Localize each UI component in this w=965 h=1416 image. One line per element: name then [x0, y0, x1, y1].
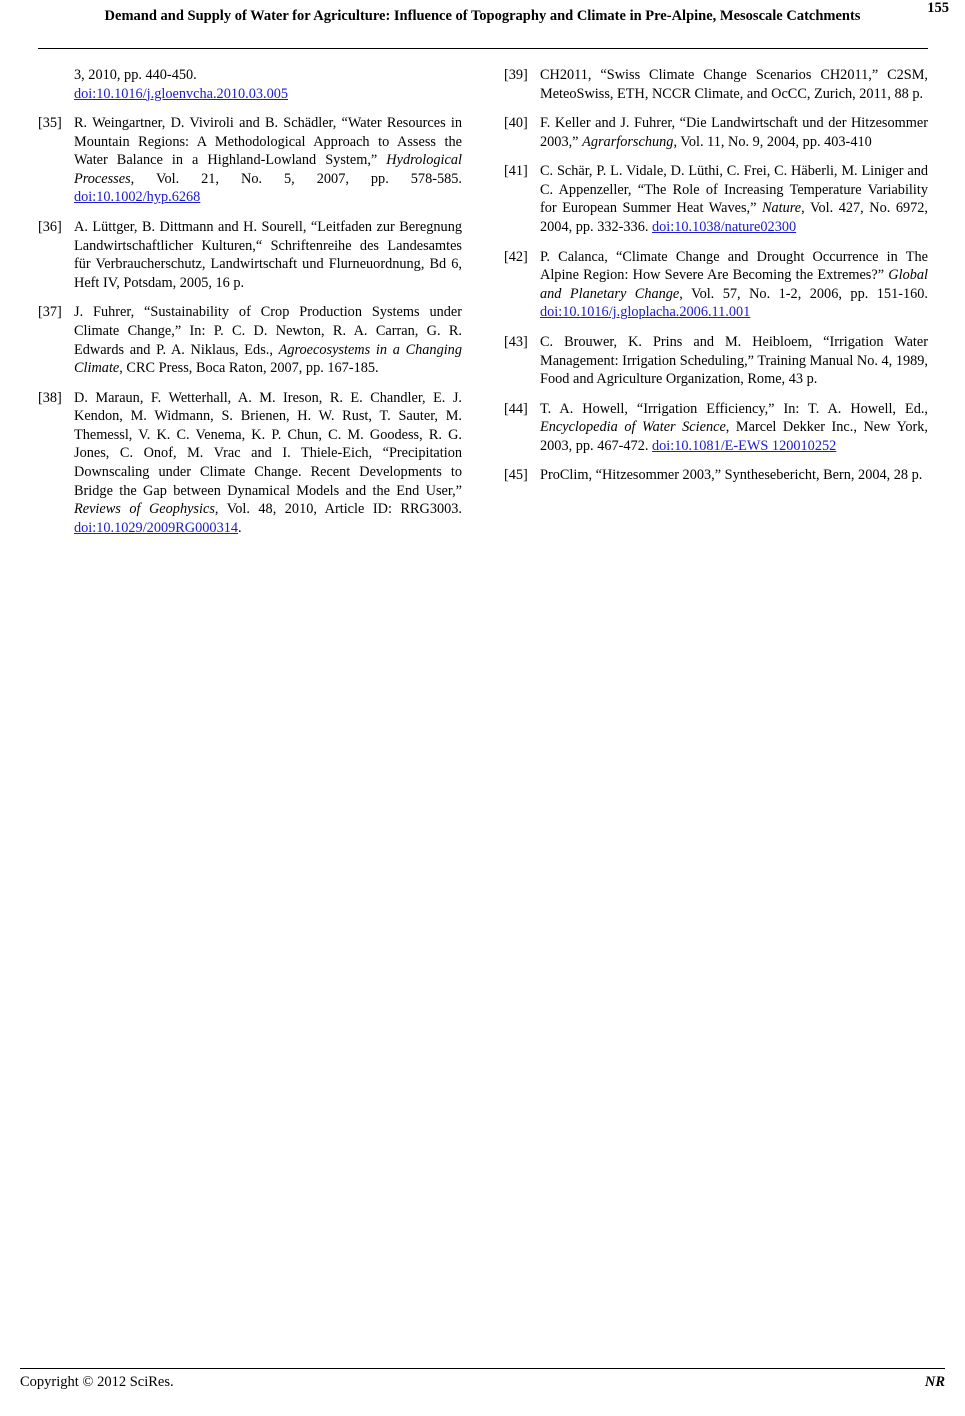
reference-plain-text: , Vol. 427, No. 6972, 2004, pp. 332-336.: [540, 200, 929, 236]
left-reference-list: [38, 114, 462, 537]
copyright-text: Copyright © 2012 SciRes.: [20, 1374, 174, 1390]
reference-entry: [38, 389, 462, 538]
reference-text: [74, 389, 462, 538]
reference-text: [540, 162, 928, 236]
right-reference-list: [504, 66, 928, 485]
reference-plain-text: , Vol. 57, No. 1-2, 2006, pp. 151-160.: [679, 285, 929, 302]
reference-italic-text: Agroecosystems in a Changing Climate: [74, 341, 462, 377]
continued-reference: [74, 66, 462, 103]
reference-number: [35]: [38, 115, 62, 132]
reference-plain-text: T. A. Howell, “Irrigation Efficiency,” In: T. A. Howell, Ed.,: [540, 400, 928, 417]
reference-italic-text: Hydrological Processes: [74, 152, 462, 187]
page-footer: [20, 1374, 945, 1391]
reference-plain-text: F. Keller and J. Fuhrer, “Die Landwirtschaft und der Hitzesommer 2003,”: [540, 115, 928, 150]
reference-entry: [504, 248, 928, 322]
running-head-title: Demand and Supply of Water for Agriculture: Influence of Topography and Climate in Pre-Alpine, Mesoscale Catchments: [104, 8, 861, 24]
reference-entry: [38, 114, 462, 207]
footer-rule: [20, 1368, 945, 1369]
reference-italic-text: Nature: [761, 200, 802, 217]
reference-italic-text: Reviews of Geophysics: [74, 501, 215, 518]
reference-entry: [504, 466, 928, 485]
reference-plain-text: , Vol. 21, No. 5, 2007, pp. 578-585.: [130, 170, 462, 187]
reference-text: [540, 400, 928, 456]
reference-number: [36]: [38, 219, 62, 236]
running-head: [0, 0, 965, 27]
reference-entry: [504, 66, 928, 103]
reference-plain-text: C. Brouwer, K. Prins and M. Heibloem, “Irrigation Water Management: Irrigation Scheduling,” Training Manual No. 4, 1989, Food and Agriculture Organization, Rome, 43 p.: [540, 333, 928, 388]
reference-plain-text: C. Schär, P. L. Vidale, D. Lüthi, C. Frei, C. Häberli, M. Liniger and C. Appenzeller, “The Role of Increasing Temperature Variability for European Summer Heat Waves,”: [540, 163, 928, 217]
reference-plain-text: , Vol. 11, No. 9, 2004, pp. 403-410: [673, 133, 872, 150]
reference-text: [540, 114, 928, 151]
reference-text: [74, 303, 462, 377]
journal-abbreviation: NR: [924, 1374, 945, 1390]
reference-entry: [504, 400, 928, 456]
reference-plain-text: , CRC Press, Boca Raton, 2007, pp. 167-185.: [119, 360, 379, 377]
reference-entry: [38, 218, 462, 292]
reference-plain-text: CH2011, “Swiss Climate Change Scenarios CH2011,” C2SM, MeteoSwiss, ETH, NCCR Climate, and OcCC, Zurich, 2011, 88 p.: [540, 67, 928, 102]
doi-link[interactable]: doi:10.1002/hyp.6268: [74, 189, 201, 206]
reference-entry: [504, 333, 928, 389]
reference-plain-text: A. Lüttger, B. Dittmann and H. Sourell, “Leitfaden zur Beregnung Landwirtschaftlicher Kulturen,“ Schriftenreihe des Landesamtes für Verbraucherschutz, Landwirtschaft und Flurneuordnung, Bd 6, Heft IV, Potsdam, 2005, 16 p.: [74, 219, 462, 291]
reference-text: [74, 218, 462, 292]
reference-entry: [504, 162, 928, 236]
continued-reference-text: 3, 2010, pp. 440-450.: [74, 67, 197, 83]
reference-plain-text: .: [238, 519, 242, 536]
reference-plain-text: , Vol. 48, 2010, Article ID: RRG3003.: [214, 501, 462, 518]
reference-text: [540, 466, 928, 485]
reference-number: [45]: [504, 467, 528, 484]
reference-text: [74, 114, 462, 207]
reference-number: [37]: [38, 304, 62, 321]
doi-link[interactable]: doi:10.1038/nature02300: [652, 219, 797, 236]
page-number: 155: [927, 0, 949, 16]
reference-number: [42]: [504, 248, 528, 265]
reference-number: [43]: [504, 333, 528, 350]
reference-italic-text: Global and Planetary Change: [540, 267, 928, 302]
reference-text: [540, 66, 928, 103]
left-column: [38, 66, 462, 548]
reference-text: [540, 248, 928, 322]
reference-columns: [38, 66, 928, 548]
reference-italic-text: Encyclopedia of Water Science: [540, 419, 726, 436]
doi-link[interactable]: doi:10.1016/j.gloenvcha.2010.03.005: [74, 85, 289, 102]
reference-plain-text: ProClim, “Hitzesommer 2003,” Synthesebericht, Bern, 2004, 28 p.: [540, 467, 923, 484]
reference-plain-text: D. Maraun, F. Wetterhall, A. M. Ireson, R. E. Chandler, E. J. Kendon, M. Widmann, S. Brienen, H. W. Rust, T. Sauter, M. Themessl, V. K. C. Venema, K. P. Chun, C. M. Goodess, R. G. Jones, C. Onof, M. Vrac and I. Thiele-Eich, “Precipitation Downscaling under Climate Change. Recent Developments to Bridge the Gap between Dynamical Models and the End User,”: [74, 389, 462, 499]
reference-entry: [38, 303, 462, 377]
reference-number: [44]: [504, 400, 528, 417]
reference-number: [41]: [504, 163, 528, 180]
reference-plain-text: J. Fuhrer, “Sustainability of Crop Production Systems under Climate Change,” In: P. C. D. Newton, R. A. Carran, G. R. Edwards and P. A. Niklaus, Eds.,: [74, 304, 462, 358]
reference-plain-text: , Marcel Dekker Inc., New York, 2003, pp. 467-472.: [540, 419, 928, 454]
doi-link[interactable]: doi:10.1081/E-EWS 120010252: [652, 437, 837, 454]
reference-italic-text: Agrarforschung: [582, 133, 674, 150]
header-rule: [38, 48, 928, 49]
right-column: [504, 66, 928, 548]
reference-plain-text: P. Calanca, “Climate Change and Drought Occurrence in The Alpine Region: How Severe Are Becoming the Extremes?”: [540, 248, 928, 284]
reference-number: [38]: [38, 389, 62, 406]
reference-plain-text: R. Weingartner, D. Viviroli and B. Schädler, “Water Resources in Mountain Regions: A Methodological Approach to Assess the Water Balance in a Highland-Lowland System,”: [74, 115, 462, 169]
doi-link[interactable]: doi:10.1029/2009RG000314: [74, 519, 239, 536]
reference-number: [39]: [504, 67, 528, 83]
reference-number: [40]: [504, 115, 528, 132]
reference-entry: [504, 114, 928, 151]
reference-text: [540, 333, 928, 389]
doi-link[interactable]: doi:10.1016/j.gloplacha.2006.11.001: [540, 304, 751, 321]
